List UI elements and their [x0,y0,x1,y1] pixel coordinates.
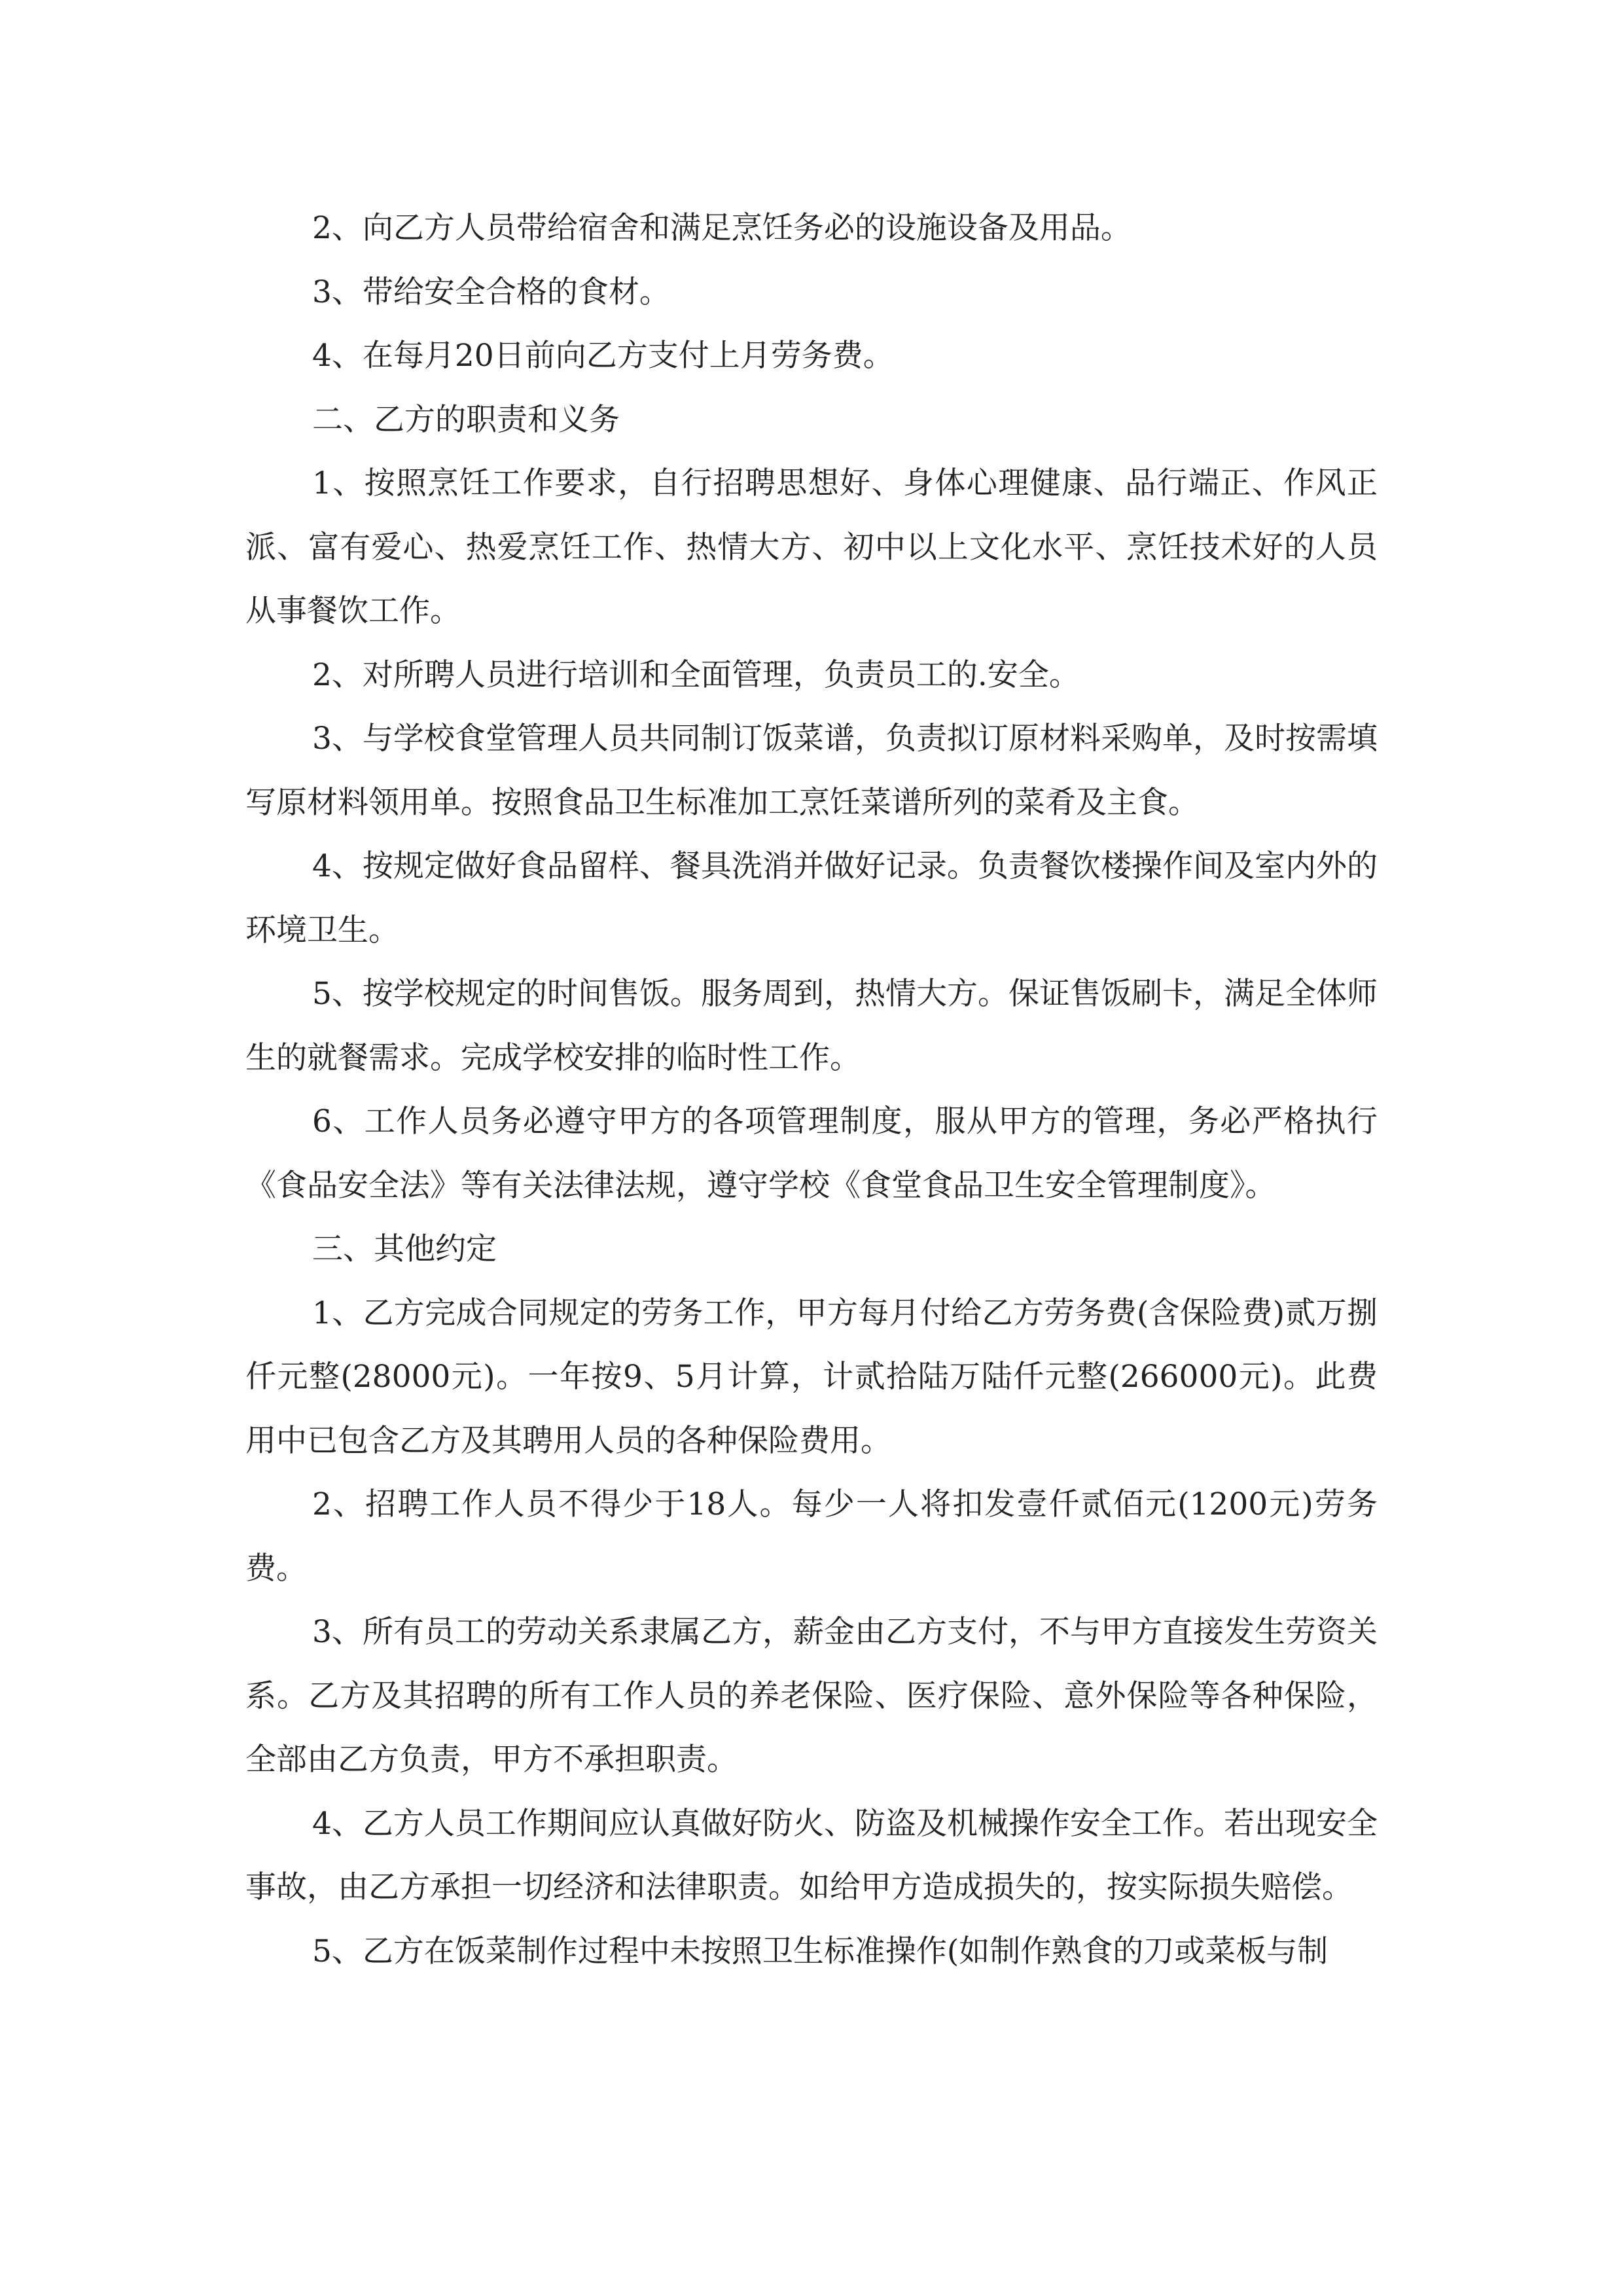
paragraph-duty-4: 4、按规定做好食品留样、餐具洗消并做好记录。负责餐饮楼操作间及室内外的环境卫生。 [245,848,1378,948]
paragraph-duty-5: 5、按学校规定的时间售饭。服务周到，热情大方。保证售饭刷卡，满足全体师生的就餐需求。完成学校安排的临时性工作。 [245,976,1378,1076]
paragraph-term-3: 3、所有员工的劳动关系隶属乙方，薪金由乙方支付，不与甲方直接发生劳资关系。乙方及其招聘的所有工作人员的养老保险、医疗保险、意外保险等各种保险，全部由乙方负责，甲方不承担职责。 [245,1614,1378,1778]
paragraph-duty-6: 6、工作人员务必遵守甲方的各项管理制度，服从甲方的管理，务必严格执行《食品安全法》等有关法律法规，遵守学校《食堂食品卫生安全管理制度》。 [245,1103,1378,1204]
paragraph-term-5: 5、乙方在饭菜制作过程中未按照卫生标准操作(如制作熟食的刀或菜板与制 [312,1933,1329,1969]
document-body [245,196,1378,1983]
paragraph-duty-2: 2、对所聘人员进行培训和全面管理，负责员工的.安全。 [312,656,1080,693]
paragraph-term-1: 1、乙方完成合同规定的劳务工作，甲方每月付给乙方劳务费(含保险费)贰万捌仟元整(28000元)。一年按9、5月计算，计贰拾陆万陆仟元整(266000元)。此费用中已包含乙方及其聘用人员的各种保险费用。 [245,1295,1378,1459]
section-heading-other-terms: 三、其他约定 [312,1231,497,1267]
paragraph-term-4: 4、乙方人员工作期间应认真做好防火、防盗及机械操作安全工作。若出现安全事故，由乙方承担一切经济和法律职责。如给甲方造成损失的，按实际损失赔偿。 [245,1805,1378,1905]
paragraph-duty-3: 3、与学校食堂管理人员共同制订饭菜谱，负责拟订原材料采购单，及时按需填写原材料领用单。按照食品卫生标准加工烹饪菜谱所列的菜肴及主食。 [245,721,1378,821]
section-heading-party-b-duties: 二、乙方的职责和义务 [312,401,620,438]
paragraph-obligation-3: 3、带给安全合格的食材。 [312,274,670,310]
paragraph-obligation-2: 2、向乙方人员带给宿舍和满足烹饪务必的设施设备及用品。 [312,210,1132,246]
paragraph-duty-1: 1、按照烹饪工作要求，自行招聘思想好、身体心理健康、品行端正、作风正派、富有爱心、热爱烹饪工作、热情大方、初中以上文化水平、烹饪技术好的人员从事餐饮工作。 [245,465,1378,629]
paragraph-obligation-4: 4、在每月20日前向乙方支付上月劳务费。 [312,338,894,374]
paragraph-term-2: 2、招聘工作人员不得少于18人。每少一人将扣发壹仟贰佰元(1200元)劳务费。 [245,1486,1378,1587]
